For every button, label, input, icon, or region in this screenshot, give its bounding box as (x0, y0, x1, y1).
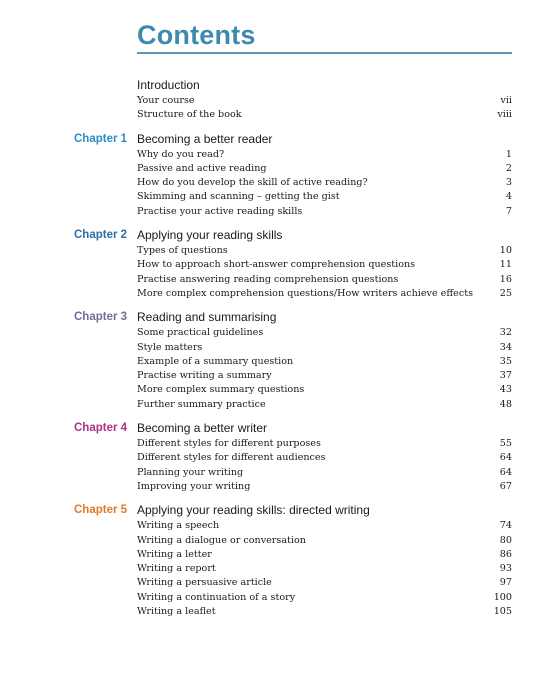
toc-entry[interactable] (137, 480, 512, 494)
entry-page-number: 25 (499, 287, 512, 299)
entry-page-number: 55 (499, 438, 512, 450)
entry-title: Improving your writing (137, 480, 251, 492)
entry-title: Skimming and scanning – getting the gist (137, 191, 340, 203)
entry-page-number: 7 (505, 205, 512, 217)
entry-title: Further summary practice (137, 398, 266, 410)
toc-entry[interactable] (137, 162, 512, 176)
toc-entry[interactable] (137, 287, 512, 301)
entry-title: Writing a letter (137, 548, 212, 560)
page-title: Contents (137, 20, 256, 50)
toc-section (0, 309, 551, 412)
toc-entry[interactable] (137, 451, 512, 465)
toc-entry[interactable] (137, 576, 512, 590)
entry-page-number: 97 (499, 577, 512, 589)
entry-title: Writing a leaflet (137, 606, 216, 618)
entry-page-number: 32 (499, 327, 512, 339)
chapter-label: Chapter 2 (74, 229, 128, 242)
section-heading: Reading and summarising (137, 310, 277, 325)
toc-entry[interactable] (137, 519, 512, 533)
section-entries (137, 244, 512, 301)
entry-title: Planning your writing (137, 466, 244, 478)
section-entries (137, 326, 512, 412)
toc-section (0, 227, 551, 301)
entry-title: Why do you read? (137, 148, 225, 160)
section-heading: Becoming a better writer (137, 421, 268, 436)
entry-page-number: 86 (499, 548, 512, 560)
toc-entry[interactable] (137, 176, 512, 190)
entry-page-number: 4 (505, 191, 512, 203)
entry-title: More complex summary questions (137, 384, 305, 396)
section-heading: Applying your reading skills: directed writing (137, 503, 370, 518)
entry-page-number: 2 (505, 162, 512, 174)
chapter-label: Chapter 5 (74, 504, 128, 517)
toc-entry[interactable] (137, 108, 512, 122)
toc-entry[interactable] (137, 326, 512, 340)
entry-title: Example of a summary question (137, 355, 294, 367)
toc-entry[interactable] (137, 244, 512, 258)
entry-title: Writing a persuasive article (137, 577, 272, 589)
chapter-label: Chapter 3 (74, 311, 128, 324)
toc-entry[interactable] (137, 605, 512, 619)
entry-title: Some practical guidelines (137, 327, 264, 339)
toc-entry[interactable] (137, 258, 512, 272)
toc-entry[interactable] (137, 94, 512, 108)
toc-section (0, 502, 551, 619)
toc-entry[interactable] (137, 148, 512, 162)
toc-entry[interactable] (137, 534, 512, 548)
entry-page-number: 64 (499, 466, 512, 478)
entry-title: Style matters (137, 341, 203, 353)
entry-page-number: 16 (499, 273, 512, 285)
section-heading: Introduction (137, 78, 200, 92)
table-of-contents (0, 77, 551, 627)
entry-page-number: 43 (499, 384, 512, 396)
entry-title: How do you develop the skill of active reading? (137, 177, 368, 189)
entry-page-number: 1 (505, 148, 512, 160)
entry-page-number: 48 (499, 398, 512, 410)
title-rule (137, 52, 512, 54)
entry-page-number: 34 (499, 341, 512, 353)
toc-section (0, 77, 551, 123)
entry-title: More complex comprehension questions/How writers achieve effects (137, 287, 473, 299)
entry-title: Types of questions (137, 245, 228, 257)
toc-entry[interactable] (137, 548, 512, 562)
toc-entry[interactable] (137, 383, 512, 397)
toc-entry[interactable] (137, 369, 512, 383)
entry-page-number: 74 (499, 520, 512, 532)
entry-page-number: 105 (493, 606, 512, 618)
entry-title: Your course (137, 95, 195, 106)
section-entries (137, 148, 512, 219)
toc-entry[interactable] (137, 273, 512, 287)
entry-page-number: 35 (499, 355, 512, 367)
entry-page-number: 93 (499, 563, 512, 575)
toc-entry[interactable] (137, 437, 512, 451)
entry-page-number: 67 (499, 480, 512, 492)
entry-title: Writing a report (137, 563, 216, 575)
toc-entry[interactable] (137, 341, 512, 355)
entry-page-number: vii (500, 95, 512, 106)
entry-title: Different styles for different purposes (137, 438, 321, 450)
entry-page-number: 100 (493, 591, 512, 603)
section-entries (137, 519, 512, 619)
entry-title: Writing a dialogue or conversation (137, 534, 306, 546)
section-heading: Applying your reading skills (137, 228, 283, 243)
toc-entry[interactable] (137, 562, 512, 576)
entry-title: Different styles for different audiences (137, 452, 326, 464)
toc-entry[interactable] (137, 205, 512, 219)
toc-section (0, 420, 551, 494)
toc-entry[interactable] (137, 355, 512, 369)
entry-page-number: 64 (499, 452, 512, 464)
entry-title: Writing a speech (137, 520, 220, 532)
entry-page-number: viii (497, 109, 512, 121)
toc-section (0, 131, 551, 219)
toc-entry[interactable] (137, 466, 512, 480)
chapter-label: Chapter 1 (74, 132, 128, 145)
entry-title: Writing a continuation of a story (137, 591, 296, 603)
entry-title: Practise writing a summary (137, 370, 272, 382)
entry-title: Practise answering reading comprehension questions (137, 273, 399, 285)
toc-entry[interactable] (137, 591, 512, 605)
entry-page-number: 10 (499, 245, 512, 257)
entry-page-number: 11 (499, 259, 512, 271)
entry-title: Passive and active reading (137, 162, 267, 174)
section-entries (137, 94, 512, 123)
entry-title: Structure of the book (137, 109, 242, 121)
entry-page-number: 37 (499, 370, 512, 382)
entry-page-number: 80 (499, 534, 512, 546)
toc-entry[interactable] (137, 190, 512, 204)
entry-page-number: 3 (505, 177, 512, 189)
entry-title: How to approach short-answer comprehension questions (137, 259, 416, 271)
toc-entry[interactable] (137, 398, 512, 412)
section-entries (137, 437, 512, 494)
entry-title: Practise your active reading skills (137, 205, 303, 217)
chapter-label: Chapter 4 (74, 422, 128, 435)
section-heading: Becoming a better reader (137, 131, 273, 146)
